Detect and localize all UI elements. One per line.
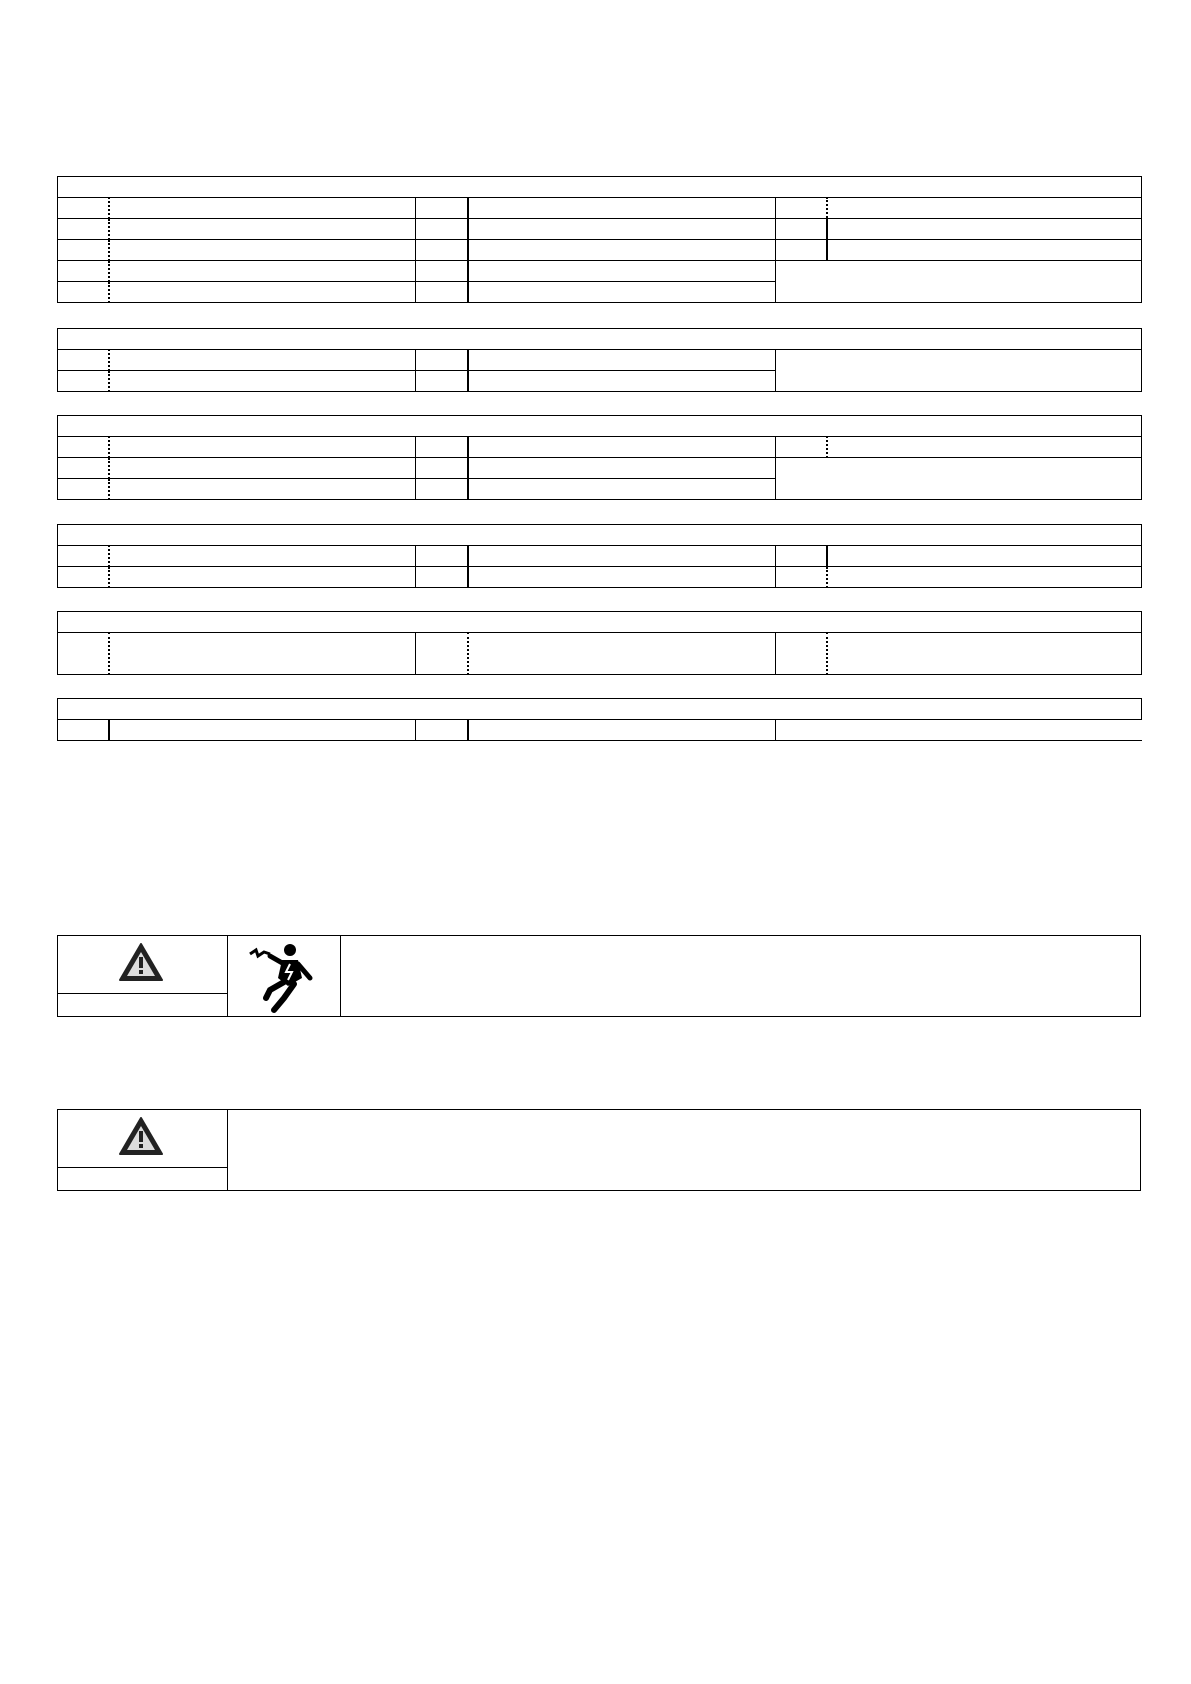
- spec-table-3: [57, 415, 1142, 500]
- table-row: [58, 720, 1142, 741]
- table-row: [58, 546, 1142, 567]
- warning-triangle-icon: [118, 941, 164, 983]
- warning-text: [341, 936, 1140, 1016]
- table-header: [58, 699, 1142, 720]
- warning-text: [228, 1110, 1140, 1190]
- table-row: [58, 350, 1142, 371]
- table-row: [58, 219, 1142, 240]
- warning-triangle-icon: [118, 1115, 164, 1157]
- table-row: [58, 437, 1142, 458]
- shock-symbol-cell: [228, 936, 341, 1016]
- spec-table-5: [57, 611, 1142, 675]
- signal-word: [58, 1167, 227, 1190]
- table-header: [58, 525, 1142, 546]
- table-row: [58, 240, 1142, 261]
- spec-table-1: [57, 176, 1142, 303]
- table-header: [58, 177, 1142, 198]
- table-row: [58, 458, 1142, 479]
- table-row: [58, 198, 1142, 219]
- warning-box: [57, 1109, 1141, 1191]
- spec-table-4: [57, 524, 1142, 588]
- warning-box-shock: [57, 935, 1141, 1017]
- electric-shock-hazard-icon: [244, 942, 324, 1014]
- warning-symbol-cell: [58, 1110, 228, 1190]
- spec-table-6: [57, 698, 1142, 741]
- table-header: [58, 416, 1142, 437]
- table-row: [58, 261, 1142, 282]
- spec-table-2: [57, 328, 1142, 392]
- table-header: [58, 612, 1142, 633]
- warning-symbol-cell: [58, 936, 228, 1016]
- table-row: [58, 567, 1142, 588]
- table-row: [58, 633, 1142, 675]
- table-header: [58, 329, 1142, 350]
- signal-word: [58, 993, 227, 1016]
